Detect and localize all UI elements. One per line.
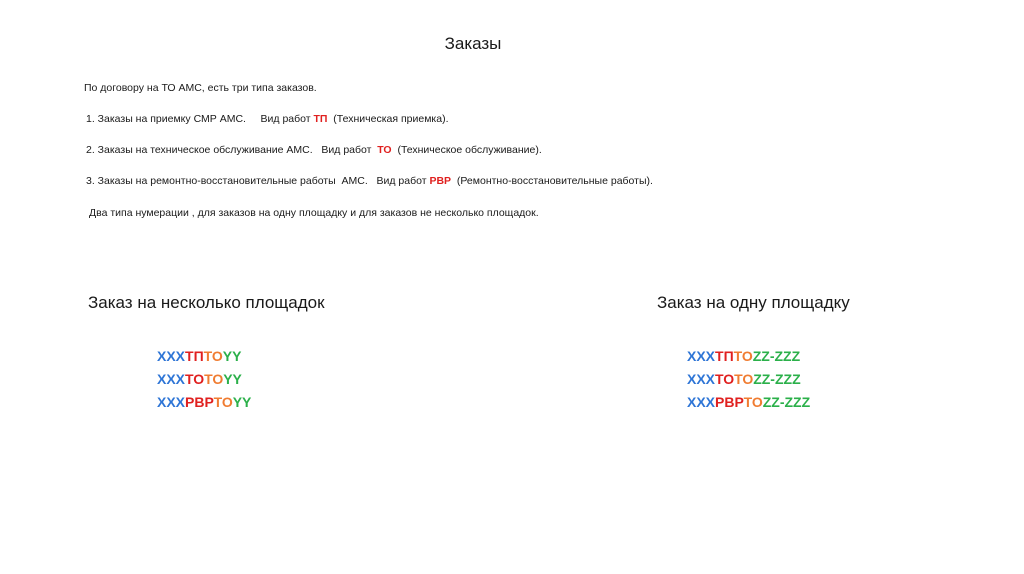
code-to: ТО — [743, 394, 763, 410]
order-type-text: 2. Заказы на техническое обслуживание АМС. Вид работ — [86, 144, 378, 156]
order-code — [687, 368, 810, 391]
code-to: ТО — [213, 394, 233, 410]
numbering-note: Два типа нумерации , для заказов на одну площадку и для заказов не несколько площадок. — [89, 207, 539, 219]
code-prefix: ХХХ — [687, 394, 716, 410]
order-code — [157, 345, 251, 368]
single-site-heading: Заказ на одну площадку — [657, 293, 850, 312]
code-to: ТО — [734, 371, 754, 387]
code-prefix: ХХХ — [687, 371, 716, 387]
order-code — [687, 345, 810, 368]
work-description: (Техническая приемка). — [327, 113, 449, 125]
code-prefix: ХХХ — [687, 348, 716, 364]
code-work-type: ТП — [185, 348, 204, 364]
work-code: ТП — [313, 113, 328, 125]
work-code: РВР — [429, 175, 452, 187]
code-suffix: YY — [232, 394, 252, 410]
code-work-type: ТО — [185, 371, 205, 387]
work-code: ТО — [377, 144, 392, 156]
work-description: (Ремонтно-восстановительные работы). — [451, 175, 653, 187]
multi-site-codes — [157, 345, 251, 414]
order-type-1 — [86, 113, 449, 125]
order-type-text: 3. Заказы на ремонтно-восстановительные работы АМС. Вид работ — [86, 175, 430, 187]
code-suffix: ZZ-ZZZ — [762, 394, 811, 410]
code-to: ТО — [203, 348, 223, 364]
code-prefix: ХХХ — [157, 371, 186, 387]
code-to: ТО — [204, 371, 224, 387]
code-suffix: YY — [223, 371, 242, 387]
order-type-2 — [86, 144, 542, 156]
code-to: ТО — [733, 348, 753, 364]
work-description: (Техническое обслуживание). — [391, 144, 542, 156]
slide-title: Заказы — [444, 34, 502, 53]
order-code — [687, 391, 810, 414]
code-work-type: ТО — [715, 371, 735, 387]
order-type-text: 1. Заказы на приемку СМР АМС. Вид работ — [86, 113, 314, 125]
order-code — [157, 391, 251, 414]
order-code — [157, 368, 251, 391]
code-suffix: YY — [222, 348, 242, 364]
code-work-type: РВР — [715, 394, 744, 410]
code-prefix: ХХХ — [157, 348, 186, 364]
intro-line: По договору на ТО АМС, есть три типа заказов. — [84, 82, 317, 94]
code-work-type: ТП — [715, 348, 734, 364]
code-prefix: ХХХ — [157, 394, 186, 410]
code-work-type: РВР — [185, 394, 214, 410]
single-site-codes — [687, 345, 810, 414]
order-type-3 — [86, 175, 653, 187]
code-suffix: ZZ-ZZZ — [752, 348, 801, 364]
code-suffix: ZZ-ZZZ — [753, 371, 801, 387]
multi-site-heading: Заказ на несколько площадок — [88, 293, 325, 312]
